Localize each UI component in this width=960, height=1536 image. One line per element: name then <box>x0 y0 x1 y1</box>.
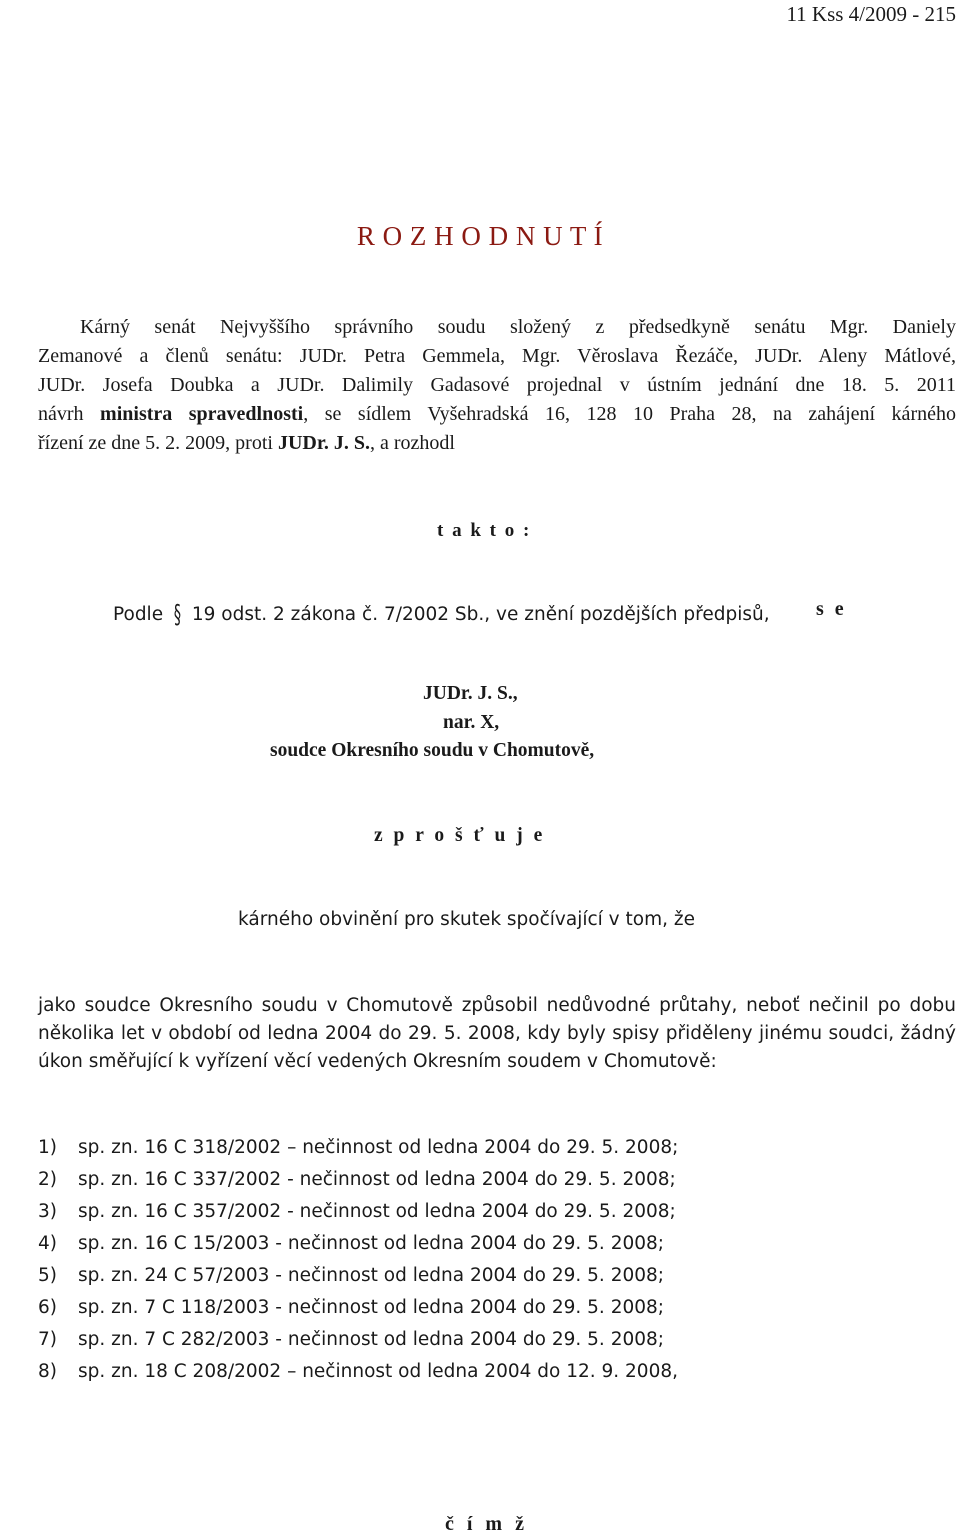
legal-basis-line <box>113 597 770 630</box>
list-item-text: sp. zn. 7 C 118/2003 - nečinnost od ledna 2004 do 29. 5. 2008; <box>78 1297 665 1318</box>
list-item-number: 4) <box>38 1233 57 1254</box>
legal-basis-text: 19 odst. 2 zákona č. 7/2002 Sb., ve znění pozdějších předpisů, <box>191 604 770 625</box>
intro-line-1: Kárný senát Nejvyššího správního soudu složený z předsedkyně senátu Mgr. Daniely <box>80 316 956 338</box>
list-item-number: 8) <box>38 1361 57 1382</box>
verdict-heading: z p r o š ť u j e <box>374 825 546 846</box>
list-item-text: sp. zn. 16 C 318/2002 – nečinnost od ledna 2004 do 29. 5. 2008; <box>78 1137 679 1158</box>
accused-name: JUDr. J. S., <box>423 683 518 704</box>
description-line-1: jako soudce Okresního soudu v Chomutově způsobil nedůvodné průtahy, neboť nečinil po dobu <box>38 995 956 1016</box>
intro-line-5-post: , a rozhodl <box>370 432 455 454</box>
se-word: s e <box>816 598 847 620</box>
legal-basis-pre: Podle <box>113 604 164 625</box>
intro-line-3: JUDr. Josefa Doubka a JUDr. Dalimily Gadasové projednal v ústním jednání dne 18. 5. 2011 <box>38 374 956 396</box>
list-item-text: sp. zn. 24 C 57/2003 - nečinnost od ledna 2004 do 29. 5. 2008; <box>78 1265 665 1286</box>
list-item <box>38 1137 678 1158</box>
list-item <box>38 1361 678 1382</box>
cimz-heading: č í m ž <box>445 1513 528 1535</box>
intro-line-5-pre: řízení ze dne 5. 2. 2009, proti <box>38 432 278 454</box>
list-item <box>38 1201 676 1222</box>
section-sign-icon: § <box>173 600 182 630</box>
list-item-text: sp. zn. 16 C 337/2002 - nečinnost od ledna 2004 do 29. 5. 2008; <box>78 1169 676 1190</box>
takto-heading: t a k t o : <box>437 520 532 541</box>
intro-line-4 <box>38 400 956 429</box>
accused-born: nar. X, <box>443 712 500 733</box>
list-item-text: sp. zn. 18 C 208/2002 – nečinnost od ledna 2004 do 12. 9. 2008, <box>78 1361 679 1382</box>
petitioner-name: ministra spravedlnosti <box>100 403 304 425</box>
list-item-text: sp. zn. 7 C 282/2003 - nečinnost od ledna 2004 do 29. 5. 2008; <box>78 1329 665 1350</box>
case-number: 11 Kss 4/2009 - 215 <box>786 2 956 26</box>
list-item <box>38 1297 664 1318</box>
list-item <box>38 1233 664 1254</box>
intro-line-5 <box>38 429 956 458</box>
list-item-number: 3) <box>38 1201 57 1222</box>
intro-line-4-pre: návrh <box>38 403 101 425</box>
list-item <box>38 1265 664 1286</box>
list-item-number: 5) <box>38 1265 57 1286</box>
description-line-2: několika let v období od ledna 2004 do 29. 5. 2008, kdy byly spisy přiděleny jinému soudci, žádný <box>38 1023 956 1044</box>
accused-role: soudce Okresního soudu v Chomutově, <box>270 740 595 761</box>
list-item-number: 2) <box>38 1169 57 1190</box>
list-item-number: 6) <box>38 1297 57 1318</box>
intro-line-4-post: , se sídlem Vyšehradská 16, 128 10 Praha 28, na zahájení kárného <box>303 403 956 425</box>
list-item-text: sp. zn. 16 C 357/2002 - nečinnost od ledna 2004 do 29. 5. 2008; <box>78 1201 676 1222</box>
document-title: R O Z H O D N U T Í <box>356 221 604 251</box>
list-item-number: 1) <box>38 1137 57 1158</box>
charge-text: kárného obvinění pro skutek spočívající v tom, že <box>238 909 695 930</box>
list-item <box>38 1329 664 1350</box>
list-item-text: sp. zn. 16 C 15/2003 - nečinnost od ledna 2004 do 29. 5. 2008; <box>78 1233 665 1254</box>
list-item <box>38 1169 676 1190</box>
intro-line-2: Zemanové a členů senátu: JUDr. Petra Gemmela, Mgr. Věroslava Řezáče, JUDr. Aleny Mátlové, <box>38 345 956 367</box>
accused-name-inline: JUDr. J. S. <box>277 432 370 454</box>
description-line-3: úkon směřující k vyřízení věcí vedených Okresním soudem v Chomutově: <box>38 1051 717 1072</box>
list-item-number: 7) <box>38 1329 57 1350</box>
